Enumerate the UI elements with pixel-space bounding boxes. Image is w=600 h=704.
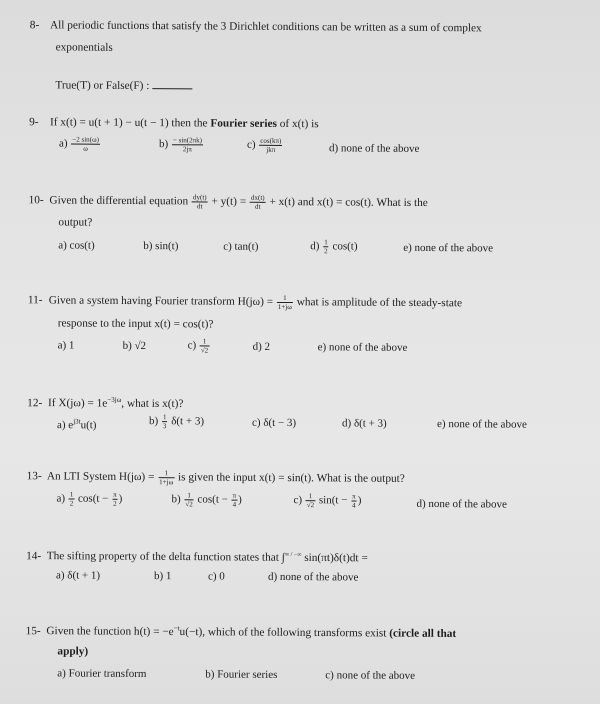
q13-a-pi2: $\frac{\pi}{2}$: [113, 490, 117, 508]
q10-option-a[interactable]: a) cos(t): [58, 239, 95, 252]
q13-option-a-label: a): [56, 492, 66, 505]
q13-h-frac: $\frac{1}{1+j\omega}$: [159, 469, 174, 487]
q13-c-close: ): [357, 494, 362, 507]
q11-text-line2: response to the input x(t) = cos(t)?: [57, 317, 214, 331]
q15-exp: −t: [173, 624, 180, 633]
q10-line1: [29, 192, 428, 212]
q10-option-b[interactable]: b) sin(t): [143, 240, 179, 253]
q10-option-d-label: d): [310, 240, 320, 253]
q13-a-close: ): [118, 492, 123, 505]
q9-option-c-label: c): [246, 138, 256, 151]
q8-text-line1: All periodic functions that satisfy the 3 Dirichlet conditions can be written as a sum of complex: [49, 19, 482, 35]
q12-option-a-exp: j3t: [73, 417, 81, 426]
q13-line1: [27, 468, 405, 488]
q13-b-pi4: $\frac{\pi}{4}$: [232, 491, 237, 509]
q9-option-c[interactable]: [247, 137, 283, 154]
q12-option-a-label: a) e: [56, 419, 74, 432]
q14-number: 14-: [26, 549, 42, 563]
q13-option-d[interactable]: d) none of the above: [416, 497, 507, 511]
q11-option-d[interactable]: d) 2: [252, 340, 271, 353]
q9-line1: [29, 115, 319, 131]
q15-option-c[interactable]: c) none of the above: [325, 669, 416, 682]
q11-option-a[interactable]: a) 1: [57, 339, 75, 352]
q11-option-e[interactable]: e) none of the above: [317, 341, 408, 354]
q11-option-c-label: c): [187, 339, 197, 352]
q14-text: The sifting property of the delta function states that ∫: [46, 550, 285, 564]
q9-option-b[interactable]: [159, 136, 204, 153]
q9-option-a[interactable]: [59, 135, 101, 152]
q13-option-a-tail: cos(t −: [78, 492, 109, 505]
q14-option-a[interactable]: a) δ(t + 1): [55, 569, 101, 582]
q15-text-mid: u(−t), which of the following transforms exist: [179, 626, 387, 640]
q8-answer-blank[interactable]: [152, 78, 192, 89]
q15-text-pre: Given the function h(t) = −e: [46, 625, 174, 638]
q12-option-a-tail: u(t): [80, 419, 97, 432]
q9-number: 9-: [29, 116, 39, 129]
q12-option-a[interactable]: [57, 414, 97, 432]
q12-option-d[interactable]: d) δ(t + 3): [342, 417, 387, 430]
q15-number: 15-: [25, 624, 41, 638]
q14-text-post: sin(πt)δ(t)dt =: [304, 551, 368, 565]
q12-option-b-label: b): [149, 415, 159, 428]
q8-line1: [30, 18, 482, 35]
q14-line1: [26, 546, 368, 565]
q13-text-pre: An LTI System H(jω) =: [46, 470, 155, 484]
q11-text-post: what is amplitude of the steady-state: [296, 296, 463, 310]
q13-text-post: is given the input x(t) = sin(t). What is the output?: [178, 471, 405, 485]
q15-line1: [26, 620, 457, 641]
q10-option-d[interactable]: [310, 238, 357, 255]
q8-answer-prompt: True(T) or False(F) :: [55, 79, 150, 93]
q11-option-c[interactable]: [188, 337, 211, 354]
q11-option-b[interactable]: b) √2: [122, 339, 147, 353]
q9-option-c-frac: $\frac{\cos(k\pi)}{\text{jkπ}}$: [260, 136, 282, 154]
q9-option-a-frac: $\frac{-2 \sin(\omega)}{\omega}$: [72, 135, 99, 153]
q15-text-line2-bold: apply): [57, 645, 89, 658]
q13-c-sqrt: $\frac{1}{√2}$: [306, 492, 315, 510]
q11-number: 11-: [27, 294, 43, 307]
q14-option-d[interactable]: d) none of the above: [267, 570, 359, 584]
q8-text-line2: exponentials: [55, 41, 113, 54]
q13-number: 13-: [26, 470, 42, 483]
q10-number: 10-: [28, 194, 44, 207]
q12-third-frac: $\frac{1}{3}$: [162, 413, 167, 431]
q13-b-close: ): [238, 493, 242, 506]
q13-option-a[interactable]: [56, 490, 122, 507]
q11-line1: [28, 292, 462, 312]
q10-option-c[interactable]: c) tan(t): [223, 240, 259, 253]
q12-text: If X(jω) = 1e: [47, 397, 108, 410]
q8-answer: [55, 77, 192, 93]
q11-text-pre: Given a system having Fourier transform H(jω) =: [48, 294, 274, 309]
q15-option-b[interactable]: b) Fourier series: [205, 668, 278, 681]
q12-number: 12-: [27, 396, 43, 410]
q10-text-line2: output?: [58, 216, 93, 229]
q15-text-line2: [57, 644, 88, 658]
q12-exp: −3jω: [107, 395, 122, 404]
q14-option-b[interactable]: b) 1: [153, 570, 172, 583]
q13-option-b[interactable]: [171, 491, 241, 508]
q10-dy-frac: $\frac{dy(t)}{dt}$: [193, 193, 207, 211]
q9-option-a-label: a): [58, 137, 68, 150]
q11-option-c-frac: $\frac{1}{√2}$: [200, 337, 209, 355]
q13-b-sqrt: $\frac{1}{√2}$: [185, 491, 193, 509]
q13-option-c[interactable]: [293, 492, 361, 509]
q12-text-post: , what is x(t)?: [121, 397, 184, 411]
q9-text-post: of x(t) is: [279, 117, 319, 131]
q12-option-b[interactable]: [149, 413, 204, 430]
q10-eq-end: + x(t) and x(t) = cos(t). What is the: [269, 195, 428, 210]
q9-option-d[interactable]: d) none of the above: [328, 142, 420, 155]
q10-half-frac: $\frac{1}{2}$: [324, 238, 328, 256]
q13-option-b-label: b): [171, 493, 181, 506]
q9-option-b-frac: $\frac{- \sin(2\pi k)}{2j\pi}$: [172, 136, 203, 154]
q11-h-frac: $\frac{1}{1+j\omega}$: [277, 293, 292, 312]
q15-option-a[interactable]: a) Fourier transform: [57, 667, 147, 681]
q14-option-c[interactable]: c) 0: [207, 570, 225, 583]
q14-int-limits: ∞ / −∞: [284, 552, 302, 559]
q10-eq-mid: + y(t) =: [211, 195, 247, 208]
q9-option-b-label: b): [158, 138, 169, 151]
q12-option-e[interactable]: e) none of the above: [437, 418, 527, 431]
q8-number: 8-: [29, 19, 40, 32]
q10-text-pre: Given the differential equation: [49, 194, 189, 208]
q12-option-c[interactable]: c) δ(t − 3): [252, 416, 297, 430]
q13-option-b-tail: cos(t −: [197, 493, 228, 506]
q12-line1: [27, 392, 183, 411]
q13-option-c-label: c): [293, 494, 303, 507]
q15-text-bold: (circle all that: [389, 627, 457, 640]
q10-option-e[interactable]: e) none of the above: [403, 241, 494, 255]
q10-option-d-tail: cos(t): [332, 240, 358, 253]
q13-c-pi4: $\frac{\pi}{4}$: [352, 492, 356, 510]
q9-text-pre: If x(t) = u(t + 1) − u(t − 1) then the: [49, 116, 208, 130]
q10-dx-frac: $\frac{dx(t)}{dt}$: [250, 193, 265, 211]
q13-option-c-tail: sin(t −: [318, 494, 348, 507]
q9-text-bold: Fourier series: [210, 117, 278, 130]
q13-a-half: $\frac{1}{2}$: [69, 490, 74, 508]
q12-option-b-tail: δ(t + 3): [171, 415, 205, 428]
